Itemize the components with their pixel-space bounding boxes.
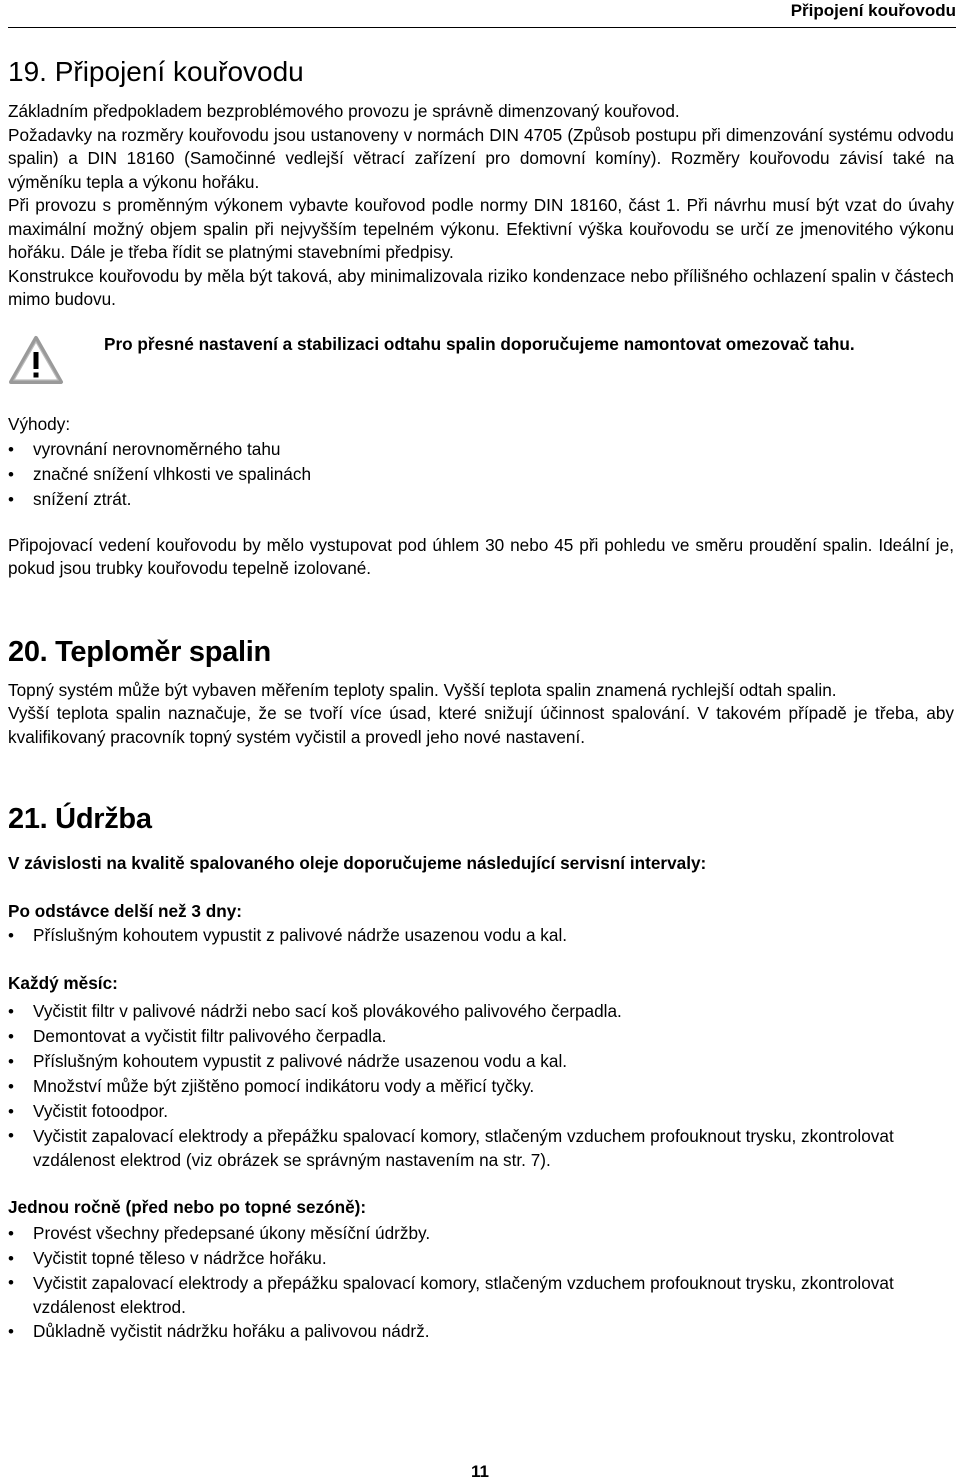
section-20-paragraph-1: Topný systém může být vybaven měřením teploty spalin. Vyšší teplota spalin znamená rychlejší odtah spalin.: [8, 679, 837, 700]
advantages-list: [8, 437, 954, 512]
section-19-paragraph-5: Připojovací vedení kouřovodu by mělo vystupovat pod úhlem 30 nebo 45 při pohledu ve směru proudění spalin. Ideální je, pokud jsou trubky kouřovodu tepelně izolované.: [8, 534, 954, 578]
list-item: • snížení ztrát.: [8, 487, 954, 512]
warning-note: [8, 328, 954, 410]
list-item: • Vyčistit zapalovací elektrody a přepážku spalovací komory, stlačeným vzduchem profouknout trysku, zkontrolovat vzdálenost elektrod (viz obrázek se správným nastavením na str. 7).: [8, 1124, 954, 1172]
list-item: • Množství může být zjištěno pomocí indikátoru vody a měřicí tyčky.: [8, 1074, 954, 1099]
list-item: • Provést všechny předepsané úkony měsíční údržby.: [8, 1221, 954, 1246]
section-19-title: 19. Připojení kouřovodu: [8, 56, 304, 87]
section-19-paragraph-1: Základním předpokladem bezproblémového provozu je správně dimenzovaný kouřovod.: [8, 101, 680, 121]
list-item: • Vyčistit topné těleso v nádržce hořáku.: [8, 1246, 954, 1271]
list-item: • značné snížení vlhkosti ve spalinách: [8, 462, 954, 487]
maintenance-group-label: Po odstávce delší než 3 dny:: [8, 900, 243, 921]
list-item: • Vyčistit fotoodpor.: [8, 1099, 954, 1124]
list-item: • Příslušným kohoutem vypustit z palivové nádrže usazenou vodu a kal.: [8, 923, 954, 948]
section-19-paragraph-4: Konstrukce kouřovodu by měla být taková, aby minimalizovala riziko kondenzace nebo přílišného ochlazení spalin v částech mimo budovu.: [8, 265, 954, 309]
page-number: 11: [471, 1462, 489, 1481]
advantages-label: Výhody:: [8, 413, 71, 434]
maintenance-list-monthly: [8, 999, 954, 1172]
list-item: • vyrovnání nerovnoměrného tahu: [8, 437, 954, 462]
list-item: • Důkladně vyčistit nádržku hořáku a palivovou nádrž.: [8, 1319, 954, 1344]
running-header: Připojení kouřovodu: [790, 1, 956, 20]
warning-text: Pro přesné nastavení a stabilizaci odtahu spalin doporučujeme namontovat omezovač tahu.: [104, 333, 855, 354]
list-item: • Vyčistit filtr v palivové nádrži nebo sací koš plovákového palivového čerpadla.: [8, 999, 954, 1024]
maintenance-list-downtime: [8, 923, 954, 948]
section-21-title: 21. Údržba: [8, 803, 152, 835]
section-20-title: 20. Teploměr spalin: [8, 635, 271, 668]
section-19-paragraph-2: Požadavky na rozměry kouřovodu jsou ustanoveny v normách DIN 4705 (Způsob postupu při dimenzování systému odvodu spalin) a DIN 18160 (Samočinné vedlejší větrací zařízení pro domovní komíny). Rozměry kouřovodu závisí také na výměníku tepla a výkonu hořáku.: [8, 124, 954, 192]
maintenance-group-label: Každý měsíc:: [8, 973, 118, 993]
section-21-intro: V závislosti na kvalitě spalovaného oleje doporučujeme následující servisní intervaly:: [8, 853, 707, 873]
header-rule: [8, 27, 956, 28]
section-20-paragraph-2: Vyšší teplota spalin naznačuje, že se tvoří více úsad, které snižují účinnost spalování. V takovém případě je třeba, aby kvalifikovaný pracovník topný systém vyčistil a provedl jeho nové nastavení.: [8, 703, 954, 747]
list-item: • Demontovat a vyčistit filtr palivového čerpadla.: [8, 1024, 954, 1049]
list-item: • Příslušným kohoutem vypustit z palivové nádrže usazenou vodu a kal.: [8, 1049, 954, 1074]
list-item: • Vyčistit zapalovací elektrody a přepážku spalovací komory, stlačeným vzduchem profouknout trysku, zkontrolovat vzdálenost elektrod.: [8, 1271, 954, 1319]
page-content: [8, 48, 954, 1344]
warning-triangle-icon: [8, 335, 64, 385]
section-19-paragraph-3: Při provozu s proměnným výkonem vybavte kouřovod podle normy DIN 18160, část 1. Při návrhu musí být vzat do úvahy maximální možný objem spalin při nejvyšším tepelném výkonu. Efektivní výška kouřovodu se určí ze jmenovitého výkonu hořáku. Dále je třeba řídit se platnými stavebními předpisy.: [8, 195, 954, 262]
maintenance-list-yearly: [8, 1221, 954, 1344]
maintenance-group-label: Jednou ročně (před nebo po topné sezóně):: [8, 1196, 367, 1217]
